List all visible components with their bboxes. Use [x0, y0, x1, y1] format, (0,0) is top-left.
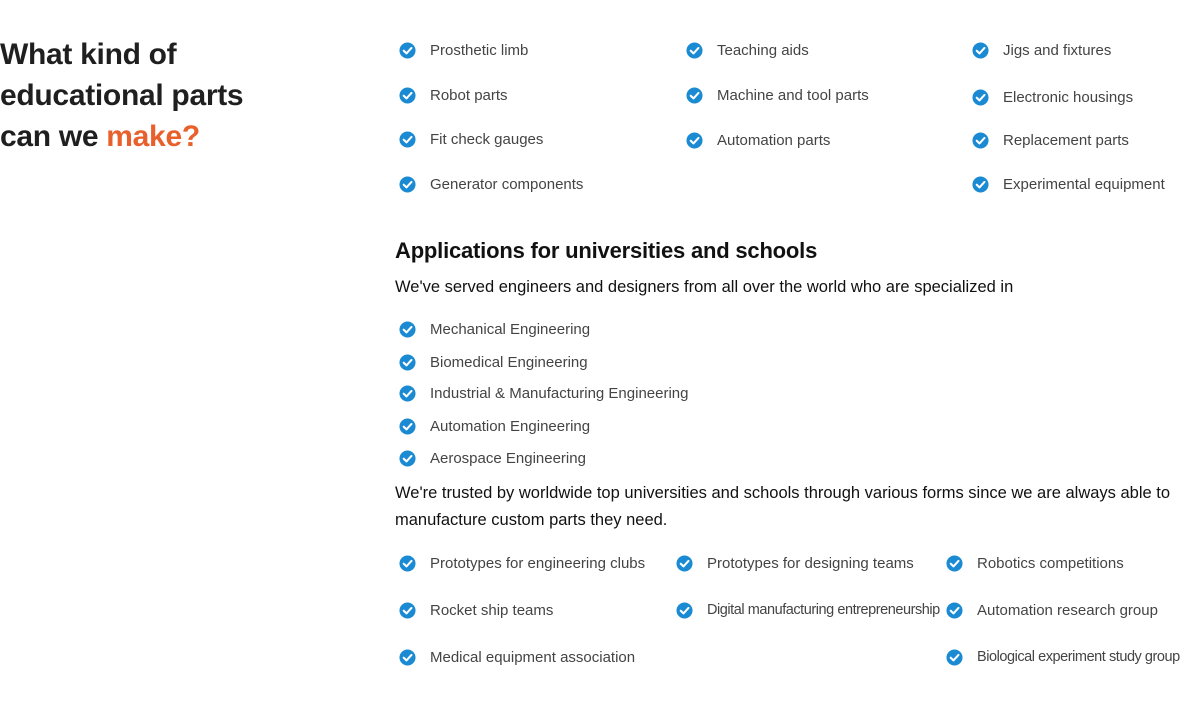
list-item [686, 85, 869, 105]
check-circle-icon [399, 176, 416, 193]
check-circle-icon [946, 555, 963, 572]
list-item-label: Biological experiment study group [977, 649, 1180, 665]
list-item-label: Aerospace Engineering [430, 449, 586, 467]
list-item-label: Automation parts [717, 131, 831, 149]
check-circle-icon [399, 649, 416, 666]
heading-line-3-prefix: can we [0, 120, 107, 153]
check-circle-icon [399, 450, 416, 467]
check-circle-icon [399, 555, 416, 572]
list-item [399, 647, 635, 667]
list-item-label: Machine and tool parts [717, 86, 869, 104]
check-circle-icon [399, 131, 416, 148]
list-item-label: Electronic housings [1003, 88, 1134, 106]
list-item [399, 174, 583, 194]
check-circle-icon [399, 385, 416, 402]
check-circle-icon [686, 42, 703, 59]
check-circle-icon [399, 602, 416, 619]
applications-intro: We've served engineers and designers from all over the world who are specialized in [395, 278, 1014, 296]
list-item [676, 600, 940, 620]
list-item-label: Teaching aids [717, 41, 809, 59]
list-item [399, 352, 588, 372]
list-item-label: Replacement parts [1003, 131, 1129, 149]
list-item [399, 600, 553, 620]
applications-title: Applications for universities and schools [395, 238, 818, 263]
list-item [399, 85, 508, 105]
list-item [399, 416, 590, 436]
check-circle-icon [972, 176, 989, 193]
list-item-label: Prototypes for engineering clubs [430, 554, 646, 572]
list-item [686, 40, 809, 60]
heading-line-2: educational parts [0, 79, 244, 112]
check-circle-icon [946, 649, 963, 666]
list-item-label: Fit check gauges [430, 130, 544, 148]
list-item-label: Medical equipment association [430, 648, 636, 666]
list-item [946, 600, 1158, 620]
list-item [972, 87, 1133, 107]
check-circle-icon [399, 42, 416, 59]
check-circle-icon [399, 354, 416, 371]
check-circle-icon [399, 418, 416, 435]
check-circle-icon [972, 132, 989, 149]
list-item [946, 553, 1124, 573]
list-item-label: Mechanical Engineering [430, 320, 591, 338]
page-heading [0, 34, 330, 157]
list-item [972, 130, 1129, 150]
heading-line-3 [0, 116, 330, 157]
list-item [399, 129, 543, 149]
list-item [399, 448, 586, 468]
list-item-label: Digital manufacturing entrepreneurship [707, 602, 940, 618]
check-circle-icon [676, 555, 693, 572]
list-item [946, 647, 1180, 667]
check-circle-icon [972, 89, 989, 106]
list-item-label: Robot parts [430, 86, 508, 104]
list-item-label: Biomedical Engineering [430, 353, 588, 371]
list-item [399, 40, 528, 60]
list-item-label: Jigs and fixtures [1003, 41, 1112, 59]
heading-line-1: What kind of [0, 38, 177, 71]
list-item [399, 319, 590, 339]
list-item-label: Industrial & Manufacturing Engineering [430, 384, 689, 402]
check-circle-icon [399, 87, 416, 104]
trust-paragraph: We're trusted by worldwide top universities and schools through various forms since we are always able to manufacture custom parts they need. [395, 484, 1171, 529]
list-item [399, 383, 689, 403]
check-circle-icon [972, 42, 989, 59]
list-item [686, 130, 830, 150]
list-item-label: Automation research group [977, 601, 1158, 619]
check-circle-icon [676, 602, 693, 619]
list-item-label: Prosthetic limb [430, 41, 529, 59]
list-item [399, 553, 645, 573]
list-item-label: Automation Engineering [430, 417, 591, 435]
check-circle-icon [946, 602, 963, 619]
list-item [972, 174, 1165, 194]
list-item [972, 40, 1111, 60]
list-item-label: Robotics competitions [977, 554, 1124, 572]
check-circle-icon [686, 132, 703, 149]
check-circle-icon [399, 321, 416, 338]
list-item-label: Experimental equipment [1003, 175, 1165, 193]
list-item-label: Rocket ship teams [430, 601, 554, 619]
list-item [676, 553, 914, 573]
heading-accent: make? [106, 120, 200, 153]
list-item-label: Generator components [430, 175, 584, 193]
list-item-label: Prototypes for designing teams [707, 554, 914, 572]
check-circle-icon [686, 87, 703, 104]
